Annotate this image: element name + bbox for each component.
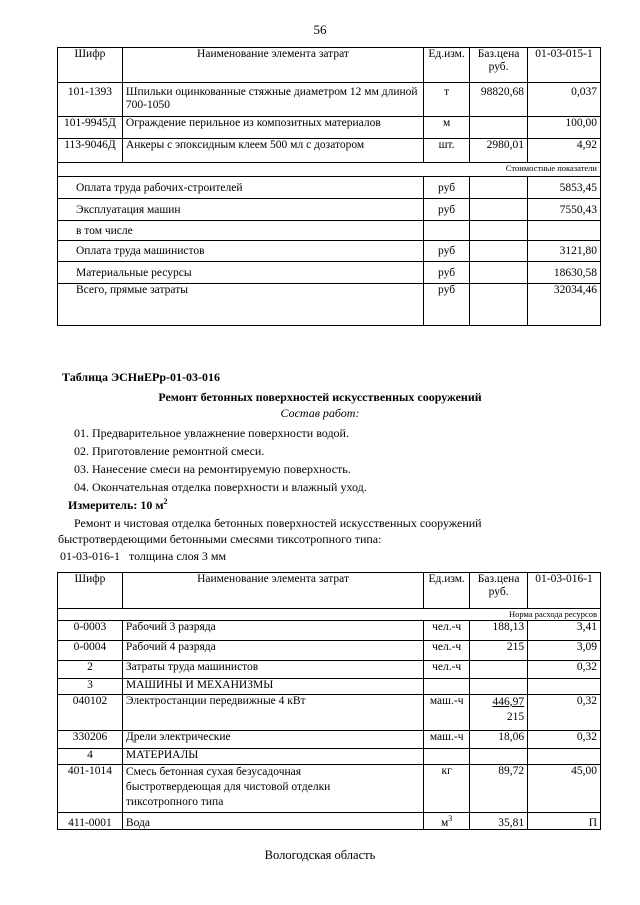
unit-text: м	[441, 817, 449, 829]
column-header: Баз.цена руб.	[470, 48, 528, 83]
price-cell: 18,06	[470, 731, 528, 749]
group-name-cell: МАТЕРИАЛЫ	[122, 749, 423, 765]
table-header-row	[58, 573, 601, 609]
code-cell: 0-0003	[58, 621, 123, 641]
price-cell: 35,81	[470, 813, 528, 830]
footer-region: Вологодская область	[264, 848, 376, 862]
summary-value: 7550,43	[528, 199, 601, 221]
table-label: Таблица ЭСНиЕРр-01-03-016	[62, 370, 221, 384]
value-cell: 4,92	[528, 139, 601, 163]
column-header: 01-03-016-1	[528, 573, 601, 609]
unit-cell: т	[424, 83, 470, 117]
unit-cell: чел.-ч	[424, 621, 470, 641]
summary-empty	[470, 221, 528, 241]
unit-cell: кг	[424, 765, 470, 813]
table-row	[58, 641, 601, 661]
price-cell: 89,72	[470, 765, 528, 813]
price-value: 446,97	[492, 696, 525, 708]
price-cell: 188,13	[470, 621, 528, 641]
column-header: 01-03-015-1	[528, 48, 601, 83]
unit-cell: маш.-ч	[424, 731, 470, 749]
column-header: Наименование элемента затрат	[122, 48, 423, 83]
summary-unit: руб	[424, 284, 470, 326]
table-row	[58, 139, 601, 163]
resource-table-016	[57, 572, 601, 830]
name-line: быстротвердеющая для чистовой отделки	[125, 781, 331, 793]
meter-text: Измеритель: 10 м	[68, 498, 164, 512]
summary-value: 32034,46	[528, 284, 601, 326]
value-cell: 0,32	[528, 695, 601, 731]
table-row	[58, 117, 601, 139]
page-number: 56	[313, 22, 327, 37]
summary-value: 18630,58	[528, 262, 601, 284]
unit-cell: маш.-ч	[424, 695, 470, 731]
summary-row	[58, 221, 601, 241]
unit-cell: чел.-ч	[424, 641, 470, 661]
value-cell	[528, 749, 601, 765]
value-cell: 0,32	[528, 731, 601, 749]
group-name-cell: МАШИНЫ И МЕХАНИЗМЫ	[122, 679, 423, 695]
name-cell: Ограждение перильное из композитных материалов	[122, 117, 423, 139]
summary-unit: руб	[424, 199, 470, 221]
summary-empty	[470, 177, 528, 199]
unit-cell	[424, 813, 470, 830]
summary-name: Оплата труда машинистов	[58, 241, 424, 262]
work-item: 02. Приготовление ремонтной смеси.	[74, 444, 265, 458]
value-cell: 3,41	[528, 621, 601, 641]
summary-row	[58, 177, 601, 199]
section-title: Ремонт бетонных поверхностей искусственных сооружений	[158, 390, 482, 404]
unit-cell: шт.	[424, 139, 470, 163]
value-cell: 0,037	[528, 83, 601, 117]
summary-caption-row	[58, 163, 601, 177]
code-cell: 113-9046Д	[58, 139, 123, 163]
description-line: быстротвердеющими бетонными смесями тиксотропного типа:	[58, 532, 382, 546]
unit-cell: чел.-ч	[424, 661, 470, 679]
summary-unit: руб	[424, 241, 470, 262]
summary-row	[58, 262, 601, 284]
price-cell: 98820,68	[470, 83, 528, 117]
summary-empty	[470, 199, 528, 221]
price-cell	[470, 695, 528, 731]
name-cell: Вода	[122, 813, 423, 830]
code-cell: 401-1014	[58, 765, 123, 813]
summary-unit: руб	[424, 177, 470, 199]
summary-name: Эксплуатация машин	[58, 199, 424, 221]
summary-value: 3121,80	[528, 241, 601, 262]
name-line: тиксотропного типа	[125, 796, 224, 808]
price-cell	[470, 749, 528, 765]
unit-cell	[424, 749, 470, 765]
work-item: 03. Нанесение смеси на ремонтируемую поверхность.	[74, 462, 351, 476]
table-row	[58, 765, 601, 813]
unit-cell	[424, 679, 470, 695]
table-row	[58, 621, 601, 641]
table-row	[58, 661, 601, 679]
name-cell: Анкеры с эпоксидным клеем 500 мл с дозатором	[122, 139, 423, 163]
summary-name: Всего, прямые затраты	[58, 284, 424, 326]
summary-empty	[470, 284, 528, 326]
table-row	[58, 731, 601, 749]
item-line	[60, 549, 226, 564]
name-cell: Дрели электрические	[122, 731, 423, 749]
summary-row	[58, 199, 601, 221]
price-value-alt: 215	[506, 711, 525, 723]
price-cell	[470, 117, 528, 139]
code-cell: 101-9945Д	[58, 117, 123, 139]
summary-name: Материальные ресурсы	[58, 262, 424, 284]
meter-sup: 2	[163, 497, 168, 506]
work-item: 04. Окончательная отделка поверхности и влажный уход.	[74, 480, 367, 494]
code-cell: 4	[58, 749, 123, 765]
value-cell: П	[528, 813, 601, 830]
column-header: Наименование элемента затрат	[122, 573, 423, 609]
code-cell: 040102	[58, 695, 123, 731]
norm-caption: Норма расхода ресурсов	[58, 609, 601, 621]
price-cell	[470, 679, 528, 695]
name-cell: Затраты труда машинистов	[122, 661, 423, 679]
unit-sup: 3	[448, 814, 453, 824]
column-header: Шифр	[58, 48, 123, 83]
column-header: Баз.цена руб.	[470, 573, 528, 609]
table-row	[58, 813, 601, 830]
value-cell: 3,09	[528, 641, 601, 661]
value-cell: 100,00	[528, 117, 601, 139]
summary-name: Оплата труда рабочих-строителей	[58, 177, 424, 199]
name-cell: Электростанции передвижные 4 кВт	[122, 695, 423, 731]
work-item: 01. Предварительное увлажнение поверхности водой.	[74, 426, 349, 440]
value-cell: 0,32	[528, 661, 601, 679]
item-code: 01-03-016-1	[60, 549, 120, 563]
summary-empty	[470, 262, 528, 284]
summary-value: 5853,45	[528, 177, 601, 199]
item-desc: толщина слоя 3 мм	[129, 549, 227, 563]
summary-unit: руб	[424, 262, 470, 284]
value-cell: 45,00	[528, 765, 601, 813]
value-cell	[528, 679, 601, 695]
code-cell: 411-0001	[58, 813, 123, 830]
summary-unit	[424, 221, 470, 241]
unit-cell: м	[424, 117, 470, 139]
group-row	[58, 679, 601, 695]
column-header: Ед.изм.	[424, 48, 470, 83]
name-cell	[122, 765, 423, 813]
table-row	[58, 695, 601, 731]
code-cell: 330206	[58, 731, 123, 749]
resource-table-015	[57, 47, 601, 326]
group-row	[58, 749, 601, 765]
name-cell: Шпильки оцинкованные стяжные диаметром 12 мм длиной 700-1050	[122, 83, 423, 117]
column-header: Ед.изм.	[424, 573, 470, 609]
name-line: Смесь бетонная сухая безусадочная	[125, 766, 302, 778]
code-cell: 0-0004	[58, 641, 123, 661]
table-header-row	[58, 48, 601, 83]
summary-caption: Стоимостные показатели	[58, 163, 601, 177]
summary-row	[58, 284, 601, 326]
code-cell: 101-1393	[58, 83, 123, 117]
code-cell: 3	[58, 679, 123, 695]
table-row	[58, 83, 601, 117]
meter-label	[68, 497, 168, 513]
price-cell: 2980,01	[470, 139, 528, 163]
price-cell	[470, 661, 528, 679]
summary-empty	[470, 241, 528, 262]
summary-value	[528, 221, 601, 241]
code-cell: 2	[58, 661, 123, 679]
works-heading: Состав работ:	[280, 406, 360, 420]
description-line: Ремонт и чистовая отделка бетонных поверхностей искусственных сооружений	[74, 516, 482, 530]
summary-name: в том числе	[58, 221, 424, 241]
summary-row	[58, 241, 601, 262]
name-cell: Рабочий 4 разряда	[122, 641, 423, 661]
price-cell: 215	[470, 641, 528, 661]
name-cell: Рабочий 3 разряда	[122, 621, 423, 641]
norm-caption-row	[58, 609, 601, 621]
column-header: Шифр	[58, 573, 123, 609]
